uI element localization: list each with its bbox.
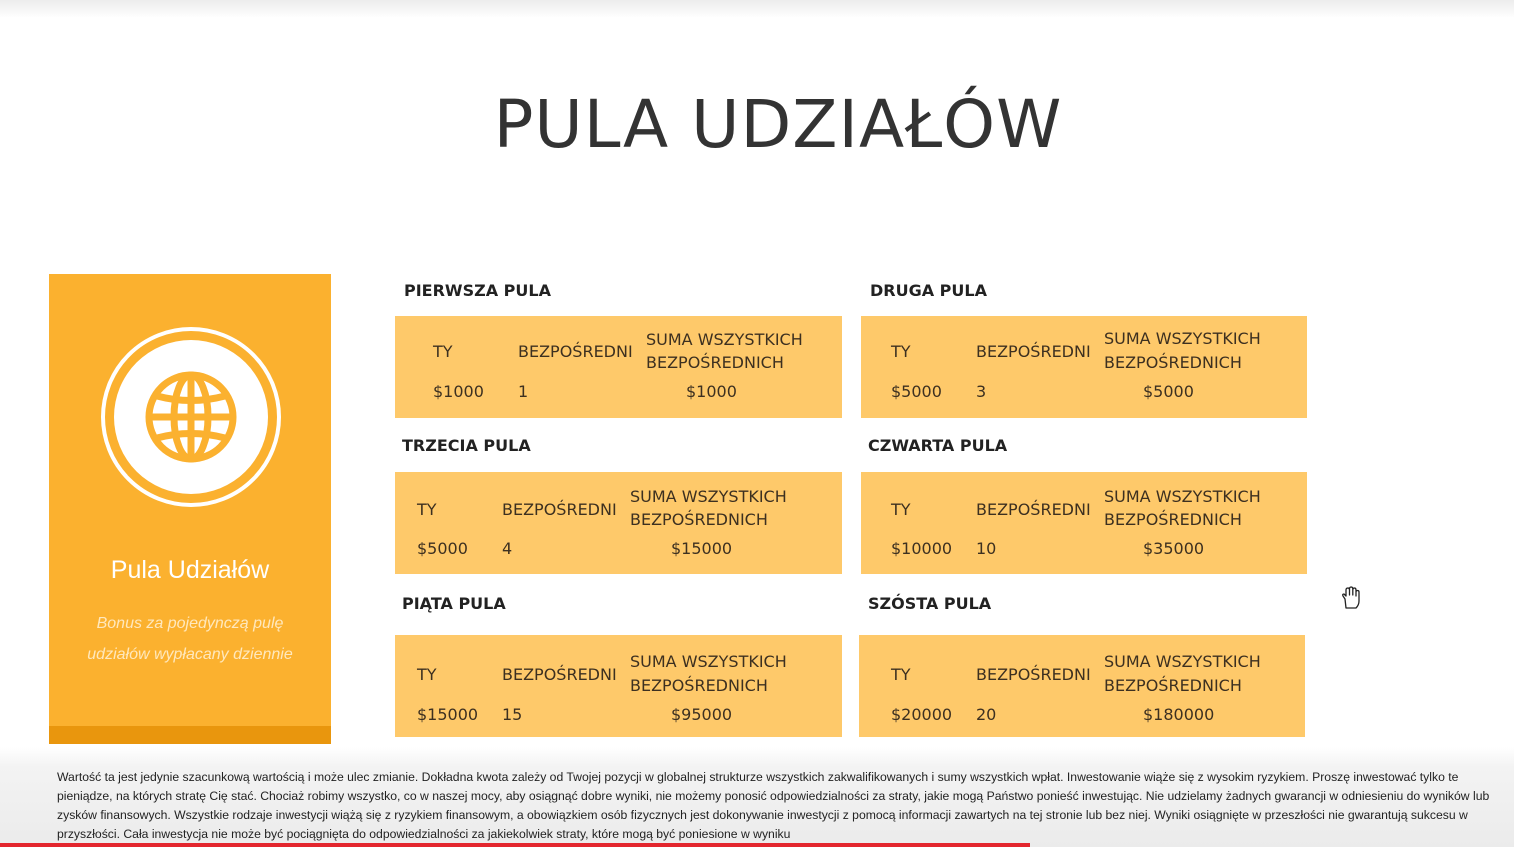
page-title: PULA UDZIAŁÓW [493,86,1063,163]
card-subtitle [69,608,311,670]
pool-title: SZÓSTA PULA [868,594,992,613]
pool-box [861,472,1307,574]
col-header-suma-line2: BEZPOŚREDNICH [1104,510,1242,529]
pool-box [395,316,842,418]
col-header-suma-line1: SUMA WSZYSTKICH [630,487,787,506]
value-suma: $180000 [1143,705,1215,724]
value-bezposredni: 1 [518,382,529,401]
col-header-suma-line2: BEZPOŚREDNICH [1104,676,1242,695]
col-header-bezposredni: BEZPOŚREDNI [976,342,1091,361]
col-header-suma-line2: BEZPOŚREDNICH [630,510,768,529]
col-header-bezposredni: BEZPOŚREDNI [502,665,617,684]
col-header-suma-line2: BEZPOŚREDNICH [1104,353,1242,372]
pool-box [859,635,1305,737]
col-header-suma-line1: SUMA WSZYSTKICH [1104,487,1261,506]
col-header-ty: TY [417,665,437,684]
value-suma: $1000 [686,382,737,401]
pool-box [395,635,842,737]
card-icon-ring [101,327,281,507]
hand-cursor-icon [1340,586,1362,610]
col-header-ty: TY [891,665,911,684]
col-header-bezposredni: BEZPOŚREDNI [976,500,1091,519]
disclaimer-text: Wartość ta jest jedynie szacunkową wartością i może ulec zmianie. Dokładna kwota zależy od Twojej pozycji w globalnej strukturze wszystkich zakwalifikowanych i sumy wszystkich wpłat. Inwestowanie wiąże się z wysokim ryzykiem. Proszę inwestować tylko te pieniądze, na których stratę Cię stać. Chociaż robimy wszystko, co w naszej mocy, aby osiągnąć dobre wyniki, nie możemy ponosić odpowiedzialności za straty, jakie mogą Państwo ponieść inwestując. Nie udzielamy żadnych gwarancji w odniesieniu do wyników lub zysków finansowych. Wszystkie rodzaje inwestycji wiążą się z ryzykiem finansowym, a obowiązkiem osób fizycznych jest dokonywanie inwestycji z pomocą informacji zawartych na tej stronie lub bez niej. Wyniki osiągnięte w przeszłości nie gwarantują sukcesu w przyszłości. Cała inwestycja nie może być pociągnięta do odpowiedzialności za jakiekolwiek straty, które mogą być poniesione w wyniku [57,770,1490,841]
value-ty: $15000 [417,705,479,724]
value-bezposredni: 15 [502,705,523,724]
col-header-ty: TY [891,342,911,361]
value-ty: $5000 [417,539,468,558]
top-edge [0,0,1514,18]
col-header-suma-line1: SUMA WSZYSTKICH [1104,652,1261,671]
value-ty: $20000 [891,705,953,724]
col-header-suma-line2: BEZPOŚREDNICH [646,353,784,372]
col-header-suma-line1: SUMA WSZYSTKICH [1104,329,1261,348]
col-header-ty: TY [417,500,437,519]
value-ty: $10000 [891,539,953,558]
col-header-bezposredni: BEZPOŚREDNI [502,500,617,519]
value-bezposredni: 4 [502,539,513,558]
progress-line [0,843,1030,847]
pool-box [861,316,1307,418]
col-header-ty: TY [891,500,911,519]
card-bottom-bar [49,726,331,744]
value-ty: $1000 [433,382,484,401]
value-ty: $5000 [891,382,942,401]
card-icon-disc [114,340,268,494]
value-suma: $5000 [1143,382,1194,401]
globe-icon [143,369,239,465]
col-header-bezposredni: BEZPOŚREDNI [976,665,1091,684]
pool-title: DRUGA PULA [870,281,987,300]
card-subtitle-line: Bonus za pojedynczą pulę [96,615,284,632]
value-bezposredni: 20 [976,705,997,724]
pool-title: PIERWSZA PULA [404,281,551,300]
pool-title: TRZECIA PULA [402,436,531,455]
value-bezposredni: 3 [976,382,987,401]
value-suma: $35000 [1143,539,1205,558]
card-title: Pula Udziałów [110,556,270,584]
disclaimer-bar [0,747,1514,847]
pool-card [49,274,331,744]
card-subtitle-line: udziałów wypłacany dziennie [87,646,293,663]
value-suma: $15000 [671,539,733,558]
pool-box [395,472,842,574]
value-bezposredni: 10 [976,539,997,558]
pool-title: CZWARTA PULA [868,436,1008,455]
col-header-ty: TY [433,342,453,361]
col-header-bezposredni: BEZPOŚREDNI [518,342,633,361]
value-suma: $95000 [671,705,733,724]
col-header-suma-line1: SUMA WSZYSTKICH [630,652,787,671]
col-header-suma-line1: SUMA WSZYSTKICH [646,330,803,349]
col-header-suma-line2: BEZPOŚREDNICH [630,676,768,695]
pool-title: PIĄTA PULA [402,594,506,613]
